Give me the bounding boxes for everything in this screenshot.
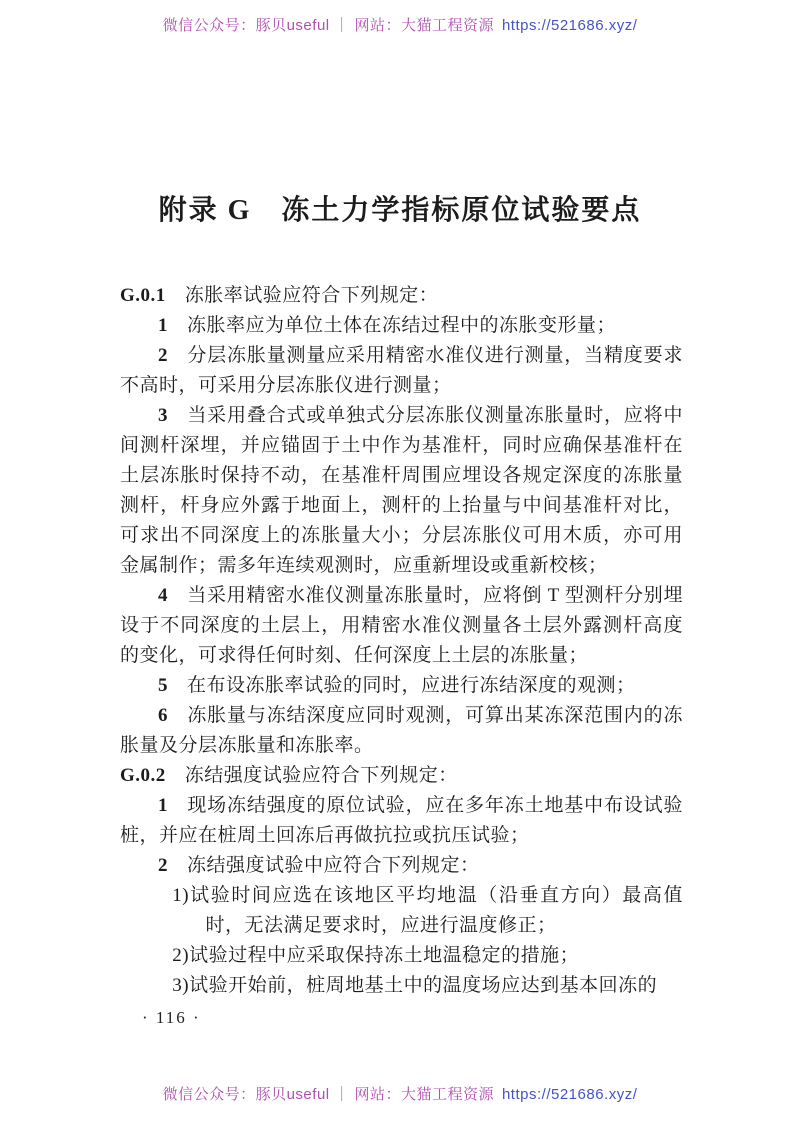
clause-text: 冻结强度试验应符合下列规定： <box>184 765 458 786</box>
item-text: 现场冻结强度的原位试验，应在多年冻土地基中布设试验桩，并应在桩周土回冻后再做抗拉或抗压试验； <box>120 795 683 846</box>
g-0-2-item-2-sub-2 <box>120 941 683 971</box>
item-number: 6 <box>158 705 168 726</box>
item-text: 分层冻胀量测量应采用精密水准仪进行测量，当精度要求不高时，可采用分层冻胀仪进行测量； <box>120 345 683 396</box>
header-watermark <box>0 14 800 35</box>
subitem-number: 1) <box>172 885 190 906</box>
clause-number: G.0.1 <box>120 285 166 306</box>
page-number: · 116 · <box>142 1008 201 1027</box>
g-0-1-item-1 <box>120 311 683 341</box>
item-text: 当采用叠合式或单独式分层冻胀仪测量冻胀量时，应将中间测杆深埋，并应锚固于土中作为基准杆，同时应确保基准杆在土层冻胀时保持不动，在基准杆周围应埋设各规定深度的冻胀量测杆，杆身应外露于地面上，测杆的上抬量与中间基准杆对比，可求出不同深度上的冻胀量大小；分层冻胀仪可用木质，亦可用金属制作；需多年连续观测时，应重新埋设或重新校核； <box>120 405 683 576</box>
g-0-2-item-2 <box>120 851 683 881</box>
g-0-1-item-6 <box>120 701 683 761</box>
clause-number: G.0.2 <box>120 765 166 786</box>
subitem-text: 试验开始前，桩周地基土中的温度场应达到基本回冻的 <box>189 975 658 996</box>
item-text: 冻结强度试验中应符合下列规定： <box>187 855 480 876</box>
g-0-2-item-2-sub-3 <box>120 971 683 1001</box>
item-number: 1 <box>158 315 168 336</box>
subitem-text: 试验过程中应采取保持冻土地温稳定的措施； <box>189 945 580 966</box>
g-0-1-item-2 <box>120 341 683 401</box>
footer-watermark-url: https://521686.xyz/ <box>501 1086 638 1103</box>
clause-text: 冻胀率试验应符合下列规定： <box>184 285 439 306</box>
header-watermark-url: https://521686.xyz/ <box>501 17 638 34</box>
footer-watermark-text: 微信公众号：豚贝useful ｜ 网站：大猫工程资源 <box>162 1086 494 1103</box>
item-text: 当采用精密水准仪测量冻胀量时，应将倒 T 型测杆分别埋设于不同深度的土层上，用精密水准仪测量各土层外露测杆高度的变化，可求得任何时刻、任何深度上土层的冻胀量； <box>120 585 683 666</box>
document-body <box>120 281 683 1001</box>
item-number: 1 <box>158 795 168 816</box>
item-number: 5 <box>158 675 168 696</box>
g-0-1-item-5 <box>120 671 683 701</box>
item-number: 3 <box>158 405 168 426</box>
g-0-1-item-4 <box>120 581 683 671</box>
subitem-text: 试验时间应选在该地区平均地温（沿垂直方向）最高值时，无法满足要求时，应进行温度修正； <box>189 885 683 936</box>
subitem-number: 2) <box>172 945 190 966</box>
g-0-1-item-3 <box>120 401 683 581</box>
clause-g-0-2 <box>120 761 683 791</box>
item-number: 2 <box>158 345 168 366</box>
clause-g-0-1 <box>120 281 683 311</box>
g-0-2-item-2-sub-1 <box>120 881 683 941</box>
header-watermark-text: 微信公众号：豚贝useful ｜ 网站：大猫工程资源 <box>162 17 494 34</box>
item-text: 冻胀率应为单位土体在冻结过程中的冻胀变形量； <box>187 315 617 336</box>
item-text: 冻胀量与冻结深度应同时观测，可算出某冻深范围内的冻胀量及分层冻胀量和冻胀率。 <box>120 705 683 756</box>
g-0-2-item-1 <box>120 791 683 851</box>
item-number: 4 <box>158 585 168 606</box>
appendix-title: 附录 G 冻土力学指标原位试验要点 <box>158 195 642 226</box>
footer-watermark <box>0 1083 800 1104</box>
subitem-number: 3) <box>172 975 190 996</box>
item-number: 2 <box>158 855 168 876</box>
item-text: 在布设冻胀率试验的同时，应进行冻结深度的观测； <box>187 675 636 696</box>
